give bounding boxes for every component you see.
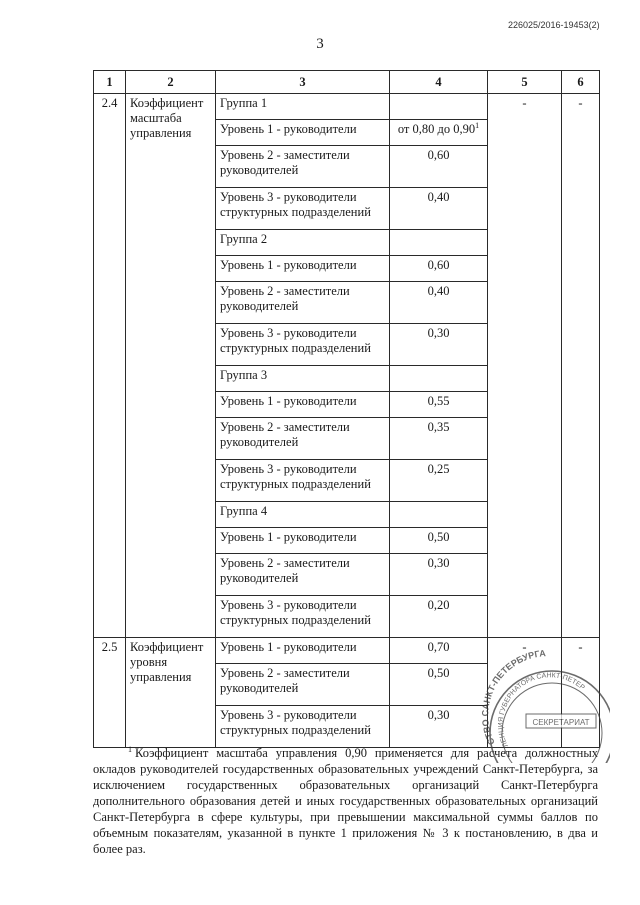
coefficient-value — [390, 638, 488, 664]
page-number: 3 — [316, 36, 324, 52]
column-6-value: - — [562, 638, 600, 748]
value-text: 0,20 — [427, 598, 450, 612]
coefficient-value — [390, 94, 488, 120]
management-level: Уровень 3 - руководители структурных подразделений — [216, 596, 390, 638]
management-level: Уровень 3 - руководители структурных подразделений — [216, 706, 390, 748]
coefficient-value — [390, 554, 488, 596]
value-text: 0,40 — [427, 190, 450, 204]
section-number: 2.4 — [94, 94, 126, 638]
value-text: 0,50 — [427, 666, 450, 680]
header-cell: 4 — [390, 71, 488, 94]
table-row — [94, 94, 600, 120]
coefficient-value — [390, 664, 488, 706]
coefficient-value — [390, 418, 488, 460]
value-text: 0,30 — [427, 556, 450, 570]
section-number: 2.5 — [94, 638, 126, 748]
coefficient-value — [390, 460, 488, 502]
management-level: Уровень 2 - заместители руководителей — [216, 554, 390, 596]
header-cell: 1 — [94, 71, 126, 94]
value-text: 0,40 — [427, 284, 450, 298]
value-text: 0,30 — [427, 326, 450, 340]
management-level: Уровень 3 - руководители структурных подразделений — [216, 460, 390, 502]
management-level: Группа 4 — [216, 502, 390, 528]
document-id: 226025/2016-19453(2) — [508, 20, 600, 30]
header-cell: 6 — [562, 71, 600, 94]
official-seal — [480, 648, 610, 763]
management-level: Уровень 3 - руководители структурных подразделений — [216, 188, 390, 230]
management-level: Уровень 2 - заместители руководителей — [216, 146, 390, 188]
coefficient-value — [390, 502, 488, 528]
management-level: Уровень 1 - руководители — [216, 528, 390, 554]
coefficient-name: Коэффициент уровня управления — [126, 638, 216, 748]
coefficients-table — [93, 70, 600, 748]
coefficient-value — [390, 230, 488, 256]
column-6-value: - — [562, 94, 600, 638]
header-cell: 5 — [488, 71, 562, 94]
coefficient-value — [390, 146, 488, 188]
footnote-mark: 1 — [128, 745, 132, 754]
seal-center-text: СЕКРЕТАРИАТ — [532, 718, 590, 727]
coefficient-value — [390, 392, 488, 418]
management-level: Уровень 3 - руководители структурных подразделений — [216, 324, 390, 366]
value-text: 0,60 — [427, 148, 450, 162]
header-cell: 2 — [126, 71, 216, 94]
coefficient-value — [390, 188, 488, 230]
coefficient-value — [390, 120, 488, 146]
value-text: 0,30 — [427, 708, 450, 722]
management-level: Уровень 2 - заместители руководителей — [216, 418, 390, 460]
management-level: Уровень 1 - руководители — [216, 638, 390, 664]
footnote-text: Коэффициент масштаба управления 0,90 применяется для расчета должностных окладов руководителей государственных образовательных учреждений Санкт-Петербурга, за исключением государственных образовательных организаций Санкт-Петербурга дополнительного образования детей и иных государственных образовательных организаций Санкт-Петербурга в сфере культуры, при превышении максимальной суммы баллов по объемным показателям, указанной в пункте 1 приложения № 3 к постановлению, в два и более раз. — [93, 746, 598, 857]
management-level: Уровень 1 - руководители — [216, 120, 390, 146]
management-level: Уровень 1 - руководители — [216, 256, 390, 282]
coefficient-value — [390, 366, 488, 392]
management-level: Уровень 1 - руководители — [216, 392, 390, 418]
coefficient-value — [390, 596, 488, 638]
management-level: Группа 1 — [216, 94, 390, 120]
column-5-value: - — [488, 638, 562, 748]
value-text: от 0,80 до 0,90 — [397, 122, 476, 136]
management-level: Уровень 2 - заместители руководителей — [216, 282, 390, 324]
value-text: 0,50 — [427, 530, 450, 544]
coefficient-value — [390, 282, 488, 324]
coefficient-name: Коэффициент масштаба управления — [126, 94, 216, 638]
value-text: 0,70 — [427, 640, 450, 654]
value-text: 0,35 — [427, 420, 450, 434]
management-level: Группа 2 — [216, 230, 390, 256]
value-text: 0,60 — [427, 258, 450, 272]
footnote-ref: 1 — [475, 120, 480, 130]
coefficient-value — [390, 528, 488, 554]
management-level: Группа 3 — [216, 366, 390, 392]
coefficient-value — [390, 324, 488, 366]
management-level: Уровень 2 - заместители руководителей — [216, 664, 390, 706]
header-cell: 3 — [216, 71, 390, 94]
table-header-row — [94, 71, 600, 94]
value-text: 0,25 — [427, 462, 450, 476]
seal-outer-text: СТВО САНКТ-ПЕТЕРБУРГА — [480, 648, 547, 747]
seal-inner-text: ЛЕНЦИЯ ГУБЕРНАТОРА САНКТ-ПЕТЕР — [497, 672, 586, 749]
coefficient-value — [390, 256, 488, 282]
column-5-value: - — [488, 94, 562, 638]
value-text: 0,55 — [427, 394, 450, 408]
